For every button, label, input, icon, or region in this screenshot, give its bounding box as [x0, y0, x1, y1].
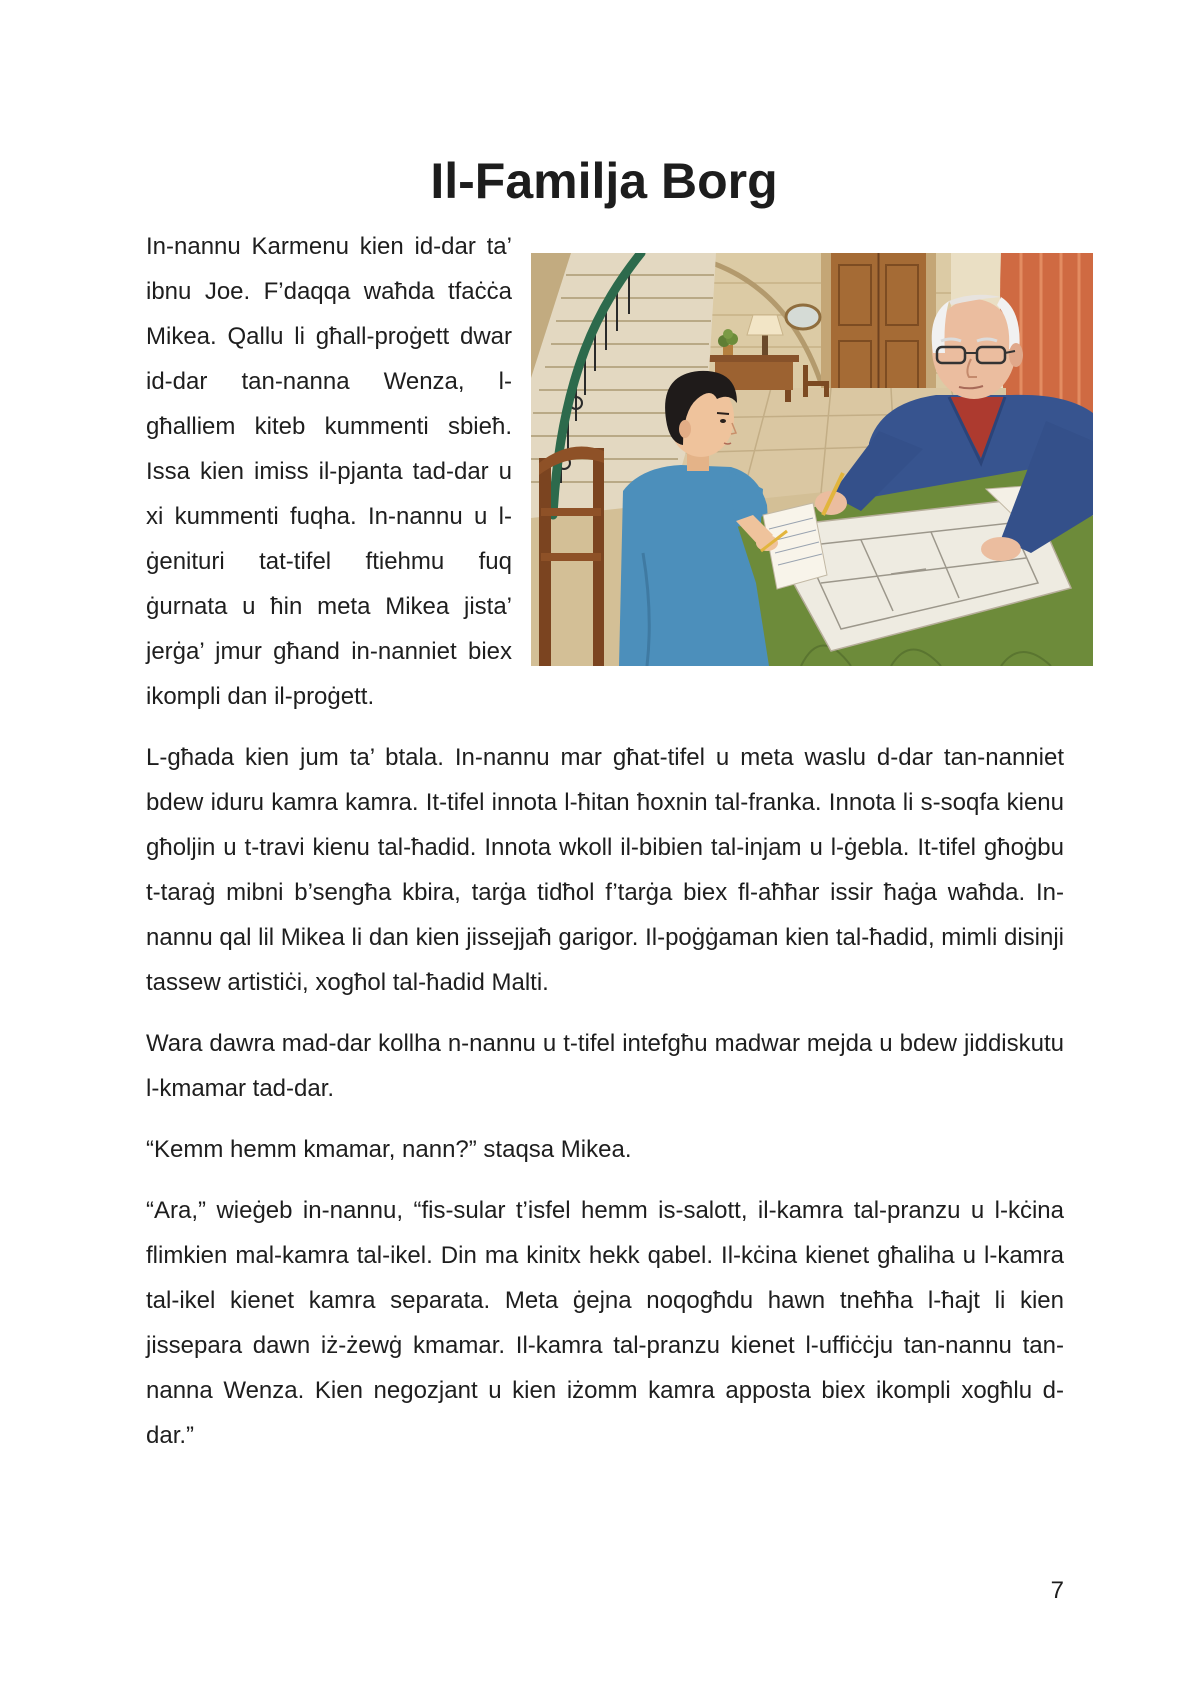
paragraph-text: In-nannu Karmenu kien id-dar ta’ ibnu Joe. F’daqqa waħda tfaċċa Mikea. Qallu li għall-proġett dwar id-dar tan-nanna Wenza, l-għalliem kiteb kummenti sbieħ. Issa kien imiss il-pjanta tad-dar u xi kummenti fuqha. In-nannu u l-ġenituri tat-tifel ftiehmu fuq ġurnata u ħin meta Mikea jista’ jerġa’ jmur għand in-nanniet biex ikompli dan il-proġett.	[146, 233, 512, 710]
paragraph-4: “Kemm hemm kmamar, nann?” staqsa Mikea.	[146, 1136, 632, 1163]
story-text	[146, 224, 1064, 1474]
paragraph-3: Wara dawra mad-dar kollha n-nannu u t-tifel intefgħu madwar mejda u bdew jiddiskutu l-kmamar tad-dar.	[146, 1030, 1064, 1102]
wall-mirror	[786, 305, 820, 329]
illustration	[531, 253, 1093, 666]
page-number: 7	[1050, 1577, 1064, 1604]
paragraph-1	[146, 224, 1064, 719]
paragraph-5: “Ara,” wieġeb in-nannu, “fis-sular t’isfel hemm is-salott, il-kamra tal-pranzu u l-kċina flimkien mal-kamra tal-ikel. Din ma kinitx hekk qabel. Il-kċina kienet għaliha u l-kamra tal-ikel kienet kamra separata. Meta ġejna noqogħdu hawn tneħħa l-ħajt li kien jissepara dawn iż-żewġ kmamar. Il-kamra tal-pranzu kienet l-uffiċċju tan-nannu tan-nanna Wenza. Kien negozjant u kien iżomm kamra apposta biex ikompli xogħlu d-dar.”	[146, 1197, 1064, 1449]
paragraph-2: L-għada kien jum ta’ btala. In-nannu mar għat-tifel u meta waslu d-dar tan-nanniet bdew iduru kamra kamra. It-tifel innota l-ħitan ħoxnin tal-franka. Innota li s-soqfa kienu għoljin u t-travi kienu tal-ħadid. Innota wkoll il-bibien tal-injam u l-ġebla. It-tifel għoġbu t-taraġ mibni b’sengħa kbira, tarġa tidħol f’tarġa biex fl-aħħar issir ħaġa waħda. In-nannu qal lil Mikea li dan kien jissejjaħ garigor. Il-poġġaman kien tal-ħadid, mimli disinji tassew artistiċi, xogħol tal-ħadid Malti.	[146, 744, 1064, 996]
page-title: Il-Familja Borg	[430, 153, 778, 209]
